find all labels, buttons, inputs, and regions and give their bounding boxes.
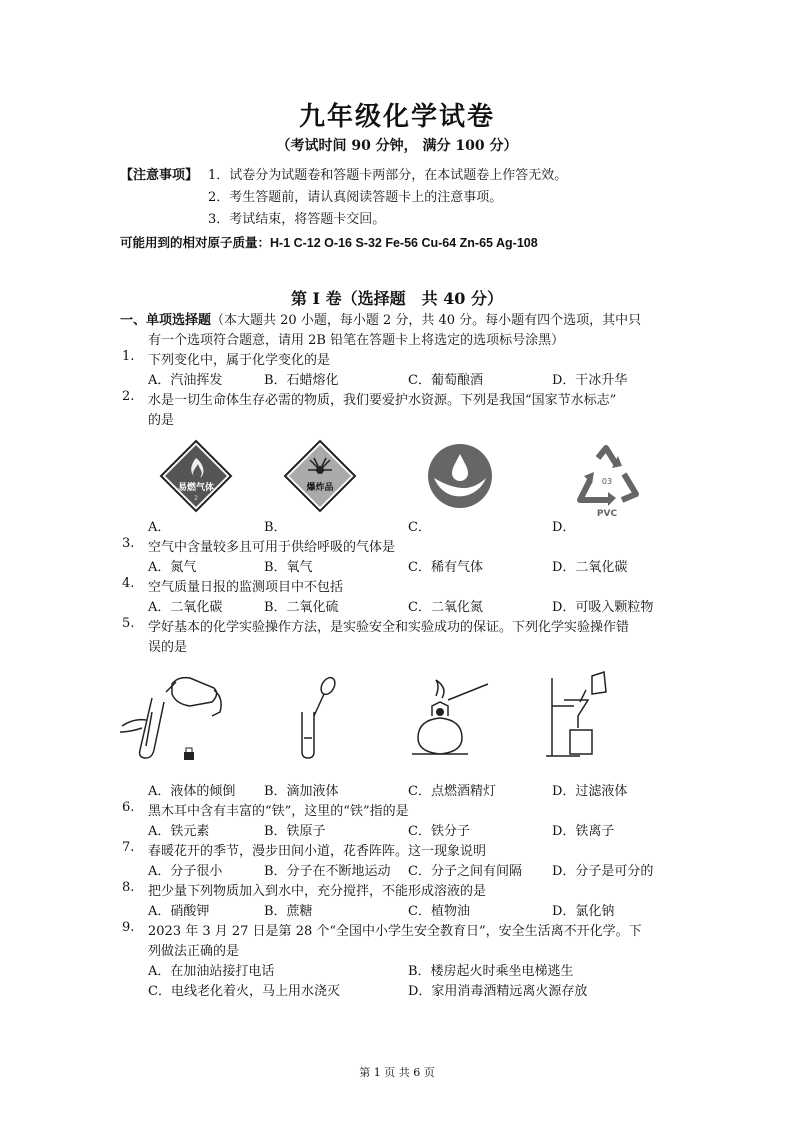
option-c: C．分子之间有间隔 (408, 864, 522, 879)
sign-label: 易燃气体 (177, 483, 215, 493)
option-b: B．氧气 (264, 560, 313, 575)
question-text-cont: 列做法正确的是 (148, 944, 240, 959)
option-b: B．楼房起火时乘坐电梯逃生 (408, 964, 574, 979)
option-a: A．汽油挥发 (148, 373, 223, 388)
explosive-sign (284, 440, 356, 512)
water-saving-sign (426, 442, 494, 510)
question-text: 把少量下列物质加入到水中，充分搅拌，不能形成溶液的是 (148, 884, 487, 899)
note-item: 3．考试结束，将答题卡交回。 (208, 212, 386, 227)
option-b: B．滴加液体 (264, 784, 339, 799)
question-number: 3. (122, 536, 135, 551)
option-c: C．稀有气体 (408, 560, 483, 575)
question-text-cont: 的是 (148, 413, 175, 428)
note-item: 1．试卷分为试题卷和答题卡两部分，在本试题卷上作答无效。 (208, 168, 568, 183)
question-text: 2023 年 3 月 27 日是第 28 个“全国中小学生安全教育日”，安全生活离不开化学。下 (148, 924, 642, 939)
option-a: A．在加油站接打电话 (148, 964, 275, 979)
pvc-label: PVC (596, 509, 618, 519)
option-c: C．二氧化氮 (408, 600, 483, 615)
option-c: C． (408, 520, 431, 535)
option-a: A．氮气 (148, 560, 197, 575)
option-d: D．分子是可分的 (552, 864, 654, 879)
option-d: D．氯化钠 (552, 904, 615, 919)
exam-info: （考试时间 90 分钟， 满分 100 分） (276, 138, 518, 154)
flammable-gas-sign (160, 440, 232, 512)
svg-text:03: 03 (601, 477, 613, 486)
question-text-cont: 误的是 (148, 640, 188, 655)
option-d: D．家用消毒酒精远离火源存放 (408, 984, 588, 999)
sign-label: 爆炸品 (306, 483, 334, 493)
question-number: 1. (122, 349, 135, 364)
option-d: D．铁离子 (552, 824, 615, 839)
option-a: A．铁元素 (148, 824, 210, 839)
section-heading: 第 I 卷（选择题 共 40 分） (290, 289, 504, 308)
option-d: D．可吸入颗粒物 (552, 600, 654, 615)
option-c: C．点燃酒精灯 (408, 784, 496, 799)
option-d: D．干冰升华 (552, 373, 628, 388)
note-item: 2．考生答题前，请认真阅读答题卡上的注意事项。 (208, 190, 503, 205)
question-number: 8. (122, 880, 135, 895)
option-c: C．电线老化着火，马上用水浇灭 (148, 984, 340, 999)
part-description-2: 有一个选项符合题意，请用 2B 铅笔在答题卡上将选定的选项标号涂黑） (148, 333, 565, 348)
filtration-diagram (540, 668, 620, 764)
option-a: A．硝酸钾 (148, 904, 210, 919)
question-number: 7. (122, 840, 135, 855)
option-c: C．葡萄酿酒 (408, 373, 483, 388)
option-a: A．分子很小 (148, 864, 223, 879)
question-text: 春暖花开的季节，漫步田间小道，花香阵阵。这一现象说明 (148, 844, 487, 859)
option-b: B．蔗糖 (264, 904, 313, 919)
question-text: 水是一切生命体生存必需的物质，我们要爱护水资源。下列是我国“国家节水标志” (148, 393, 617, 408)
option-d: D．过滤液体 (552, 784, 628, 799)
option-b: B．二氧化硫 (264, 600, 339, 615)
part-label: 一、单项选择题 (120, 313, 212, 328)
question-number: 6. (122, 800, 135, 815)
option-b: B．分子在不断地运动 (264, 864, 391, 879)
page-title: 九年级化学试卷 (298, 102, 495, 132)
question-text: 学好基本的化学实验操作方法，是实验安全和实验成功的保证。下列化学实验操作错 (148, 620, 630, 635)
option-b: B．石蜡熔化 (264, 373, 339, 388)
question-number: 9. (122, 920, 135, 935)
question-text: 空气质量日报的监测项目中不包括 (148, 580, 344, 595)
alcohol-lamp-diagram (408, 676, 492, 764)
atomic-masses: 可能用到的相对原子质量：H-1 C-12 O-16 S-32 Fe-56 Cu-64 Zn-65 Ag-108 (120, 236, 538, 250)
option-b: B．铁原子 (264, 824, 326, 839)
question-text: 下列变化中，属于化学变化的是 (148, 353, 331, 368)
option-a: A． (148, 520, 171, 535)
pouring-liquid-diagram (116, 672, 228, 764)
option-b: B． (264, 520, 287, 535)
question-number: 4. (122, 576, 135, 591)
question-text: 空气中含量较多且可用于供给呼吸的气体是 (148, 540, 396, 555)
option-a: A．二氧化碳 (148, 600, 223, 615)
option-c: C．铁分子 (408, 824, 470, 839)
part-description: （本大题共 20 小题，每小题 2 分，共 40 分。每小题有四个选项，其中只 (211, 313, 642, 328)
question-number: 5. (122, 616, 135, 631)
svg-text:2: 2 (194, 495, 198, 502)
notes-label: 【注意事项】 (120, 168, 199, 183)
option-a: A．液体的倾倒 (148, 784, 236, 799)
dropper-diagram (290, 672, 350, 764)
page-footer: 第 1 页 共 6 页 (359, 1066, 435, 1079)
question-text: 黑木耳中含有丰富的“铁”，这里的“铁”指的是 (148, 804, 409, 819)
recycle-sign (572, 444, 642, 520)
option-d: D． (552, 520, 576, 535)
option-d: D．二氧化碳 (552, 560, 628, 575)
option-c: C．植物油 (408, 904, 470, 919)
question-number: 2. (122, 389, 135, 404)
